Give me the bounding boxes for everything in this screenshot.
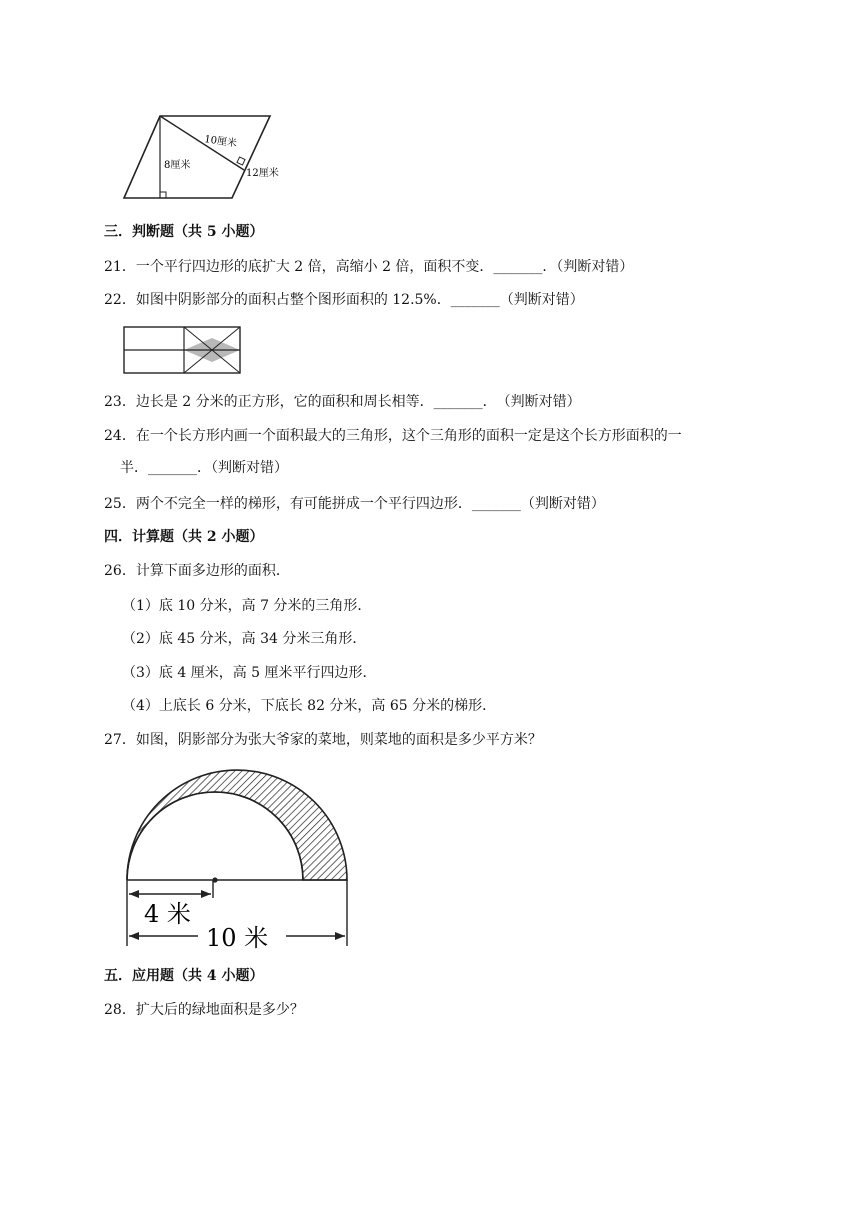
question-21: 21．一个平行四边形的底扩大 2 倍，高缩小 2 倍，面积不变．_______．（判断对错） [104,259,634,275]
section-heading-4: 四．计算题（共 2 小题） [104,529,264,545]
label-diagonal: 10厘米 [203,134,238,150]
arrow-10m-right [335,932,345,940]
semicircle-figure [118,760,362,952]
question-26-stem: 26．计算下面多边形的面积． [104,563,290,579]
label-side: 12厘米 [246,168,279,179]
section-heading-3: 三．判断题（共 5 小题） [104,224,264,240]
shaded-vegetable-plot [127,770,347,880]
question-24-line-2: 半．_______．（判断对错） [120,460,288,476]
question-28: 28．扩大后的绿地面积是多少？ [104,1002,304,1018]
right-angle-mark-side [237,157,245,165]
arrow-4m-right [201,890,211,898]
arrow-4m-left [129,890,139,898]
arrow-10m-left [129,932,139,940]
label-height: 8厘米 [164,160,191,171]
parallelogram-outline [124,116,270,198]
shaded-triangle-bottom [184,350,240,362]
question-26-item-3: （3）底 4 厘米，高 5 厘米平行四边形． [122,665,377,681]
shaded-rectangle-figure [122,325,244,377]
question-22: 22．如图中阴影部分的面积占整个图形面积的 12.5%．_______（判断对错） [104,292,584,308]
question-27: 27．如图，阴影部分为张大爷家的菜地，则菜地的面积是多少平方米？ [104,732,542,748]
question-24-line-1: 24．在一个长方形内画一个面积最大的三角形，这个三角形的面积一定是这个长方形面积的一 [104,428,682,444]
parallelogram-figure [120,112,290,204]
label-4m: 4 米 [144,900,191,928]
question-26-item-4: （4）上底长 6 分米，下底长 82 分米，高 65 分米的梯形． [122,698,497,714]
question-25: 25．两个不完全一样的梯形，有可能拼成一个平行四边形．_______（判断对错） [104,496,605,512]
right-angle-mark [160,192,166,198]
label-10m: 10 米 [206,924,269,952]
question-23: 23．边长是 2 分米的正方形，它的面积和周长相等．_______． （判断对错） [104,394,581,410]
question-26-item-2: （2）底 45 分米，高 34 分米三角形． [122,631,367,647]
shaded-triangle-top [184,338,240,350]
section-heading-5: 五．应用题（共 4 小题） [104,968,264,984]
question-26-item-1: （1）底 10 分米，高 7 分米的三角形． [122,598,372,614]
